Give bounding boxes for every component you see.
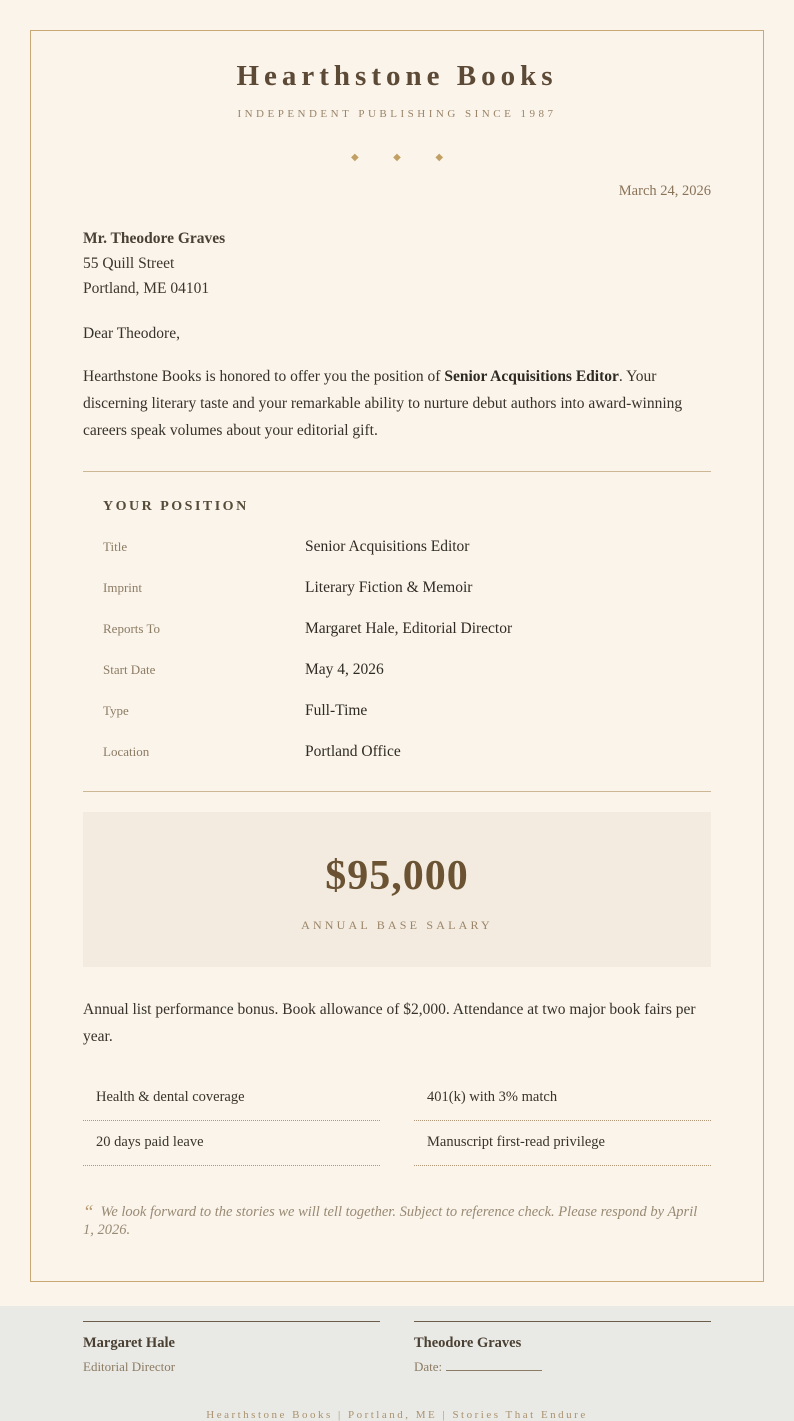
row-value: Full-Time <box>305 702 368 720</box>
row-value: May 4, 2026 <box>305 661 384 679</box>
salary-panel <box>83 812 711 967</box>
position-row-reports-to <box>103 620 711 638</box>
benefits-summary: Annual list performance bonus. Book allowance of $2,000. Attendance at two major book fairs per year. <box>83 1001 696 1045</box>
row-value: Portland Office <box>305 743 401 761</box>
position-row-location <box>103 743 711 761</box>
date-field <box>414 1359 711 1375</box>
brand-tagline: INDEPENDENT PUBLISHING SINCE 1987 <box>237 108 557 120</box>
row-value: Margaret Hale, Editorial Director <box>305 620 513 638</box>
position-section <box>83 499 711 761</box>
signature-block-employee <box>414 1321 711 1375</box>
date-blank-line <box>446 1359 542 1371</box>
position-heading: YOUR POSITION <box>103 499 249 515</box>
letterhead <box>83 60 711 163</box>
row-label: Imprint <box>103 580 142 596</box>
salutation: Dear Theodore, <box>83 325 180 343</box>
salary-caption: ANNUAL BASE SALARY <box>301 918 493 933</box>
row-label: Title <box>103 539 128 555</box>
benefit-item: Manuscript first-read privilege <box>414 1121 711 1166</box>
row-value: Senior Acquisitions Editor <box>305 538 470 556</box>
brand-title: Hearthstone Books <box>236 60 558 92</box>
intro-paragraph <box>83 364 711 444</box>
row-label: Location <box>103 744 150 760</box>
signer-role: Editorial Director <box>83 1358 176 1374</box>
quote-mark-icon: “ <box>83 1201 94 1223</box>
recipient-address-line1: 55 Quill Street <box>83 255 175 273</box>
row-value: Literary Fiction & Memoir <box>305 579 473 597</box>
signer-name: Theodore Graves <box>414 1334 522 1351</box>
benefit-item: 401(k) with 3% match <box>414 1076 711 1121</box>
recipient-block <box>83 226 711 301</box>
salary-amount: $95,000 <box>325 853 469 900</box>
date-label: Date: <box>414 1358 443 1374</box>
diamond-ornament-icon: ◆ ◆ ◆ <box>350 152 460 163</box>
recipient-address-line2: Portland, ME 04101 <box>83 280 210 298</box>
signature-area <box>83 1321 711 1375</box>
row-label: Start Date <box>103 662 156 678</box>
section-divider-bottom <box>83 791 711 792</box>
row-label: Reports To <box>103 621 160 637</box>
section-divider-top <box>83 471 711 472</box>
position-row-title <box>103 538 711 556</box>
position-title-inline: Senior Acquisitions Editor <box>444 368 619 386</box>
letter-date: March 24, 2026 <box>618 183 711 199</box>
closing-quote <box>83 1200 711 1239</box>
signature-line <box>83 1321 380 1322</box>
row-label: Type <box>103 703 129 719</box>
signer-name: Margaret Hale <box>83 1334 175 1351</box>
signature-block-employer <box>83 1321 380 1375</box>
benefit-item: Health & dental coverage <box>83 1076 380 1121</box>
intro-text-pre: Hearthstone Books is honored to offer you the position of <box>83 368 445 386</box>
quote-text: We look forward to the stories we will tell together. Subject to reference check. Please respond by April 1, 2026. <box>83 1203 698 1238</box>
position-row-imprint <box>103 579 711 597</box>
signature-line <box>414 1321 711 1322</box>
position-row-start-date <box>103 661 711 679</box>
benefits-grid <box>83 1076 711 1166</box>
benefit-item: 20 days paid leave <box>83 1121 380 1166</box>
recipient-name: Mr. Theodore Graves <box>83 230 226 247</box>
intro-text-post: . Your discerning literary taste and your remarkable ability to nurture debut authors into award-winning careers speak volumes about your editorial gift. <box>83 368 683 439</box>
footer-tagline: Hearthstone Books | Portland, ME | Stories That Endure <box>206 1408 588 1421</box>
position-row-type <box>103 702 711 720</box>
